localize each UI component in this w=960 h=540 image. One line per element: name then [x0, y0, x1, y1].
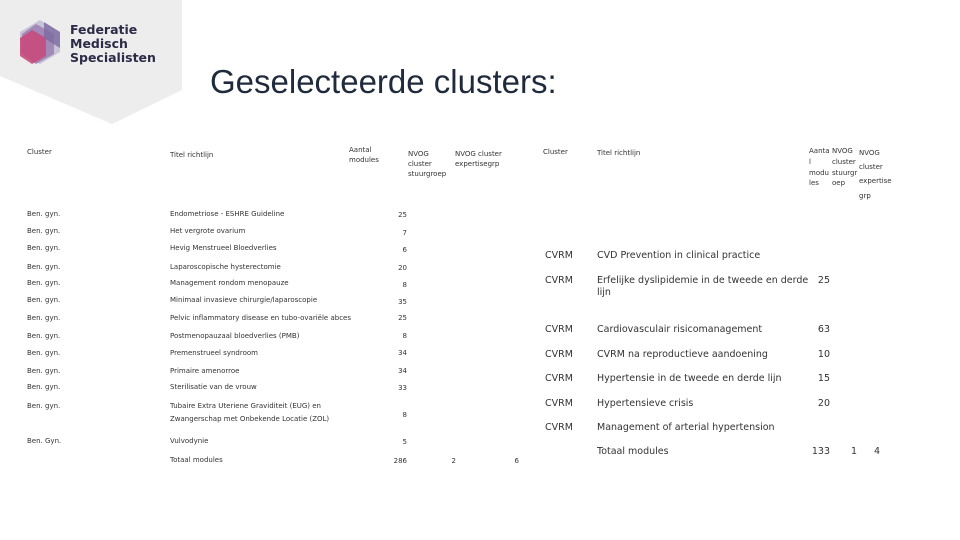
right-row-4-modules: 10 [817, 349, 830, 360]
left-row-4-title: Laparoscopische hysterectomie [170, 263, 281, 271]
left-row-7-modules: 25 [398, 314, 407, 322]
right-row-2-title: Erfelijke dyslipidemie in de tweede en derde [597, 275, 809, 286]
right-row-6-title: Hypertensieve crisis [597, 398, 694, 409]
left-row-1-modules: 25 [398, 211, 407, 219]
right-header-stuurgroep-line: stuurgr [832, 169, 858, 177]
right-header-expertise-line: grp [859, 192, 871, 200]
right-header-stuurgroep-line: cluster [832, 158, 856, 166]
right-row-5-cluster: CVRM [545, 373, 573, 384]
left-row-5-title: Management rondom menopauze [170, 279, 289, 287]
logo-line-1: Federatie [70, 22, 138, 37]
left-row-12-cluster: Ben. gyn. [27, 402, 61, 410]
left-row-10-cluster: Ben. gyn. [27, 367, 61, 375]
right-total-label: Totaal modules [597, 446, 669, 457]
left-header-modules: Aantal modules [349, 146, 379, 164]
right-row-4-title: CVRM na reproductieve aandoening [597, 349, 768, 360]
logo-line-2: Medisch [70, 36, 128, 51]
right-header-modules-line: les [809, 179, 819, 187]
right-header-stuurgroep-line: oep [832, 179, 846, 187]
left-row-12-title: Tubaire Extra Uteriene Graviditeit (EUG) en [170, 402, 321, 410]
right-header-title: Titel richtlijn [597, 149, 641, 157]
logo-wordmark [70, 23, 156, 65]
left-row-3-title: Hevig Menstrueel Bloedverlies [170, 244, 277, 252]
left-row-9-modules: 34 [398, 349, 407, 357]
federatie-logo-icon [14, 18, 66, 66]
left-total-stuurgroep: 2 [451, 457, 456, 465]
right-header-modules-line: l [809, 158, 811, 166]
right-row-7-cluster: CVRM [545, 422, 573, 433]
right-row-3-modules: 63 [817, 324, 830, 335]
left-row-12-title-line2: Zwangerschap met Onbekende Locatie (ZOL) [170, 415, 330, 423]
right-row-4-cluster: CVRM [545, 349, 573, 360]
left-row-4-modules: 20 [398, 264, 407, 272]
right-header-modules-line: modu [809, 169, 829, 177]
left-row-9-title: Premenstrueel syndroom [170, 349, 258, 357]
left-row-12-modules: 8 [402, 411, 407, 419]
left-row-9-cluster: Ben. gyn. [27, 349, 61, 357]
logo-line-3: Specialisten [70, 50, 156, 65]
left-header-expertise: NVOG cluster expertisegrp [455, 150, 502, 168]
right-header-expertise-line: cluster [859, 163, 883, 171]
right-total-modules: 133 [811, 446, 830, 457]
right-row-3-cluster: CVRM [545, 324, 573, 335]
left-row-6-modules: 35 [398, 298, 407, 306]
left-row-11-cluster: Ben. gyn. [27, 383, 61, 391]
left-row-2-modules: 7 [402, 229, 407, 237]
left-row-3-cluster: Ben. gyn. [27, 244, 61, 252]
right-header-modules-line: Aanta [809, 147, 830, 155]
left-total-expertise: 6 [514, 457, 519, 465]
left-row-13-title: Vulvodynie [170, 437, 209, 445]
left-row-11-title: Sterilisatie van de vrouw [170, 383, 257, 391]
right-header-expertise-line: expertise [859, 177, 892, 185]
right-row-5-modules: 15 [817, 373, 830, 384]
left-row-8-title: Postmenopauzaal bloedverlies (PMB) [170, 332, 300, 340]
left-row-10-modules: 34 [398, 367, 407, 375]
left-row-5-modules: 8 [402, 281, 407, 289]
left-row-1-cluster: Ben. gyn. [27, 210, 61, 218]
right-row-2-cluster: CVRM [545, 275, 573, 286]
left-row-2-cluster: Ben. gyn. [27, 227, 61, 235]
left-row-3-modules: 6 [402, 246, 407, 254]
page-title: Geselecteerde clusters: [210, 63, 557, 100]
left-row-10-title: Primaire amenorroe [170, 367, 240, 375]
right-row-5-title: Hypertensie in de tweede en derde lijn [597, 373, 782, 384]
right-header-stuurgroep-line: NVOG [832, 147, 853, 155]
left-row-1-title: Endometriose - ESHRE Guideline [170, 210, 285, 218]
left-row-6-title: Minimaal invasieve chirurgie/laparoscopie [170, 296, 318, 304]
left-header-title: Titel richtlijn [170, 151, 214, 159]
right-total-expertise: 4 [873, 446, 880, 457]
left-row-5-cluster: Ben. gyn. [27, 279, 61, 287]
left-total-label: Totaal modules [170, 456, 223, 464]
right-row-1-cluster: CVRM [545, 250, 573, 261]
left-header-cluster: Cluster [27, 148, 52, 156]
left-row-11-modules: 33 [398, 384, 407, 392]
left-row-8-modules: 8 [402, 332, 407, 340]
left-row-2-title: Het vergrote ovarium [170, 227, 246, 235]
right-row-3-title: Cardiovasculair risicomanagement [597, 324, 763, 335]
left-row-7-title: Pelvic inflammatory disease en tubo-ovariële abces [170, 314, 351, 322]
right-row-2-modules: 25 [817, 275, 830, 286]
right-row-1-title: CVD Prevention in clinical practice [597, 250, 761, 261]
left-row-13-cluster: Ben. Gyn. [27, 437, 62, 445]
left-row-8-cluster: Ben. gyn. [27, 332, 61, 340]
right-row-7-title: Management of arterial hypertension [597, 422, 775, 433]
right-header-cluster: Cluster [543, 148, 568, 156]
left-row-7-cluster: Ben. gyn. [27, 314, 61, 322]
left-total-modules: 286 [393, 457, 407, 465]
right-row-6-modules: 20 [817, 398, 830, 409]
right-header-expertise-line: NVOG [859, 149, 880, 157]
right-row-2-title-line2: lijn [597, 287, 611, 298]
left-row-13-modules: 5 [402, 438, 407, 446]
right-total-stuurgroep: 1 [850, 446, 857, 457]
right-row-6-cluster: CVRM [545, 398, 573, 409]
left-row-4-cluster: Ben. gyn. [27, 263, 61, 271]
left-row-6-cluster: Ben. gyn. [27, 296, 61, 304]
left-header-stuurgroep: NVOG cluster stuurgroep [408, 150, 447, 178]
